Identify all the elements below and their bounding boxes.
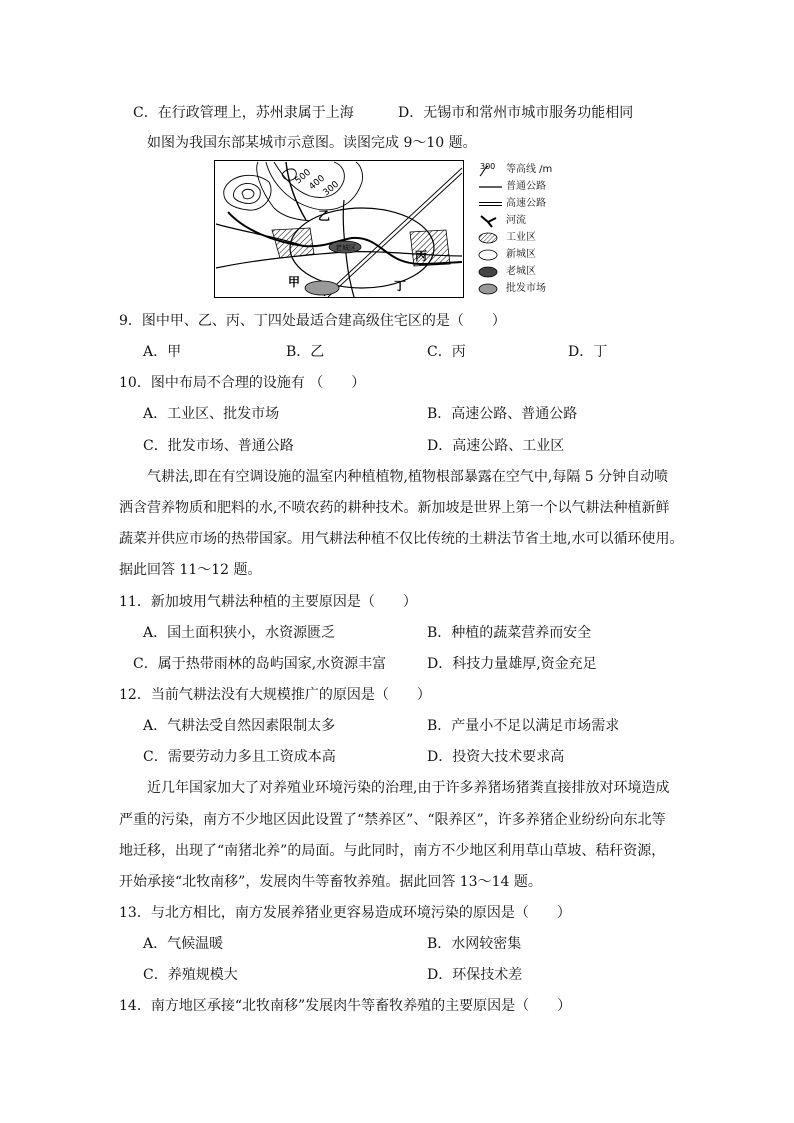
para-13-14-line-1: 近几年国家加大了对养殖业环境污染的治理,由于许多养猪场猪粪直接排放对环境造成: [147, 780, 670, 796]
q11-option-a[interactable]: A．国土面积狭小，水资源匮乏: [143, 625, 336, 641]
q11-option-d[interactable]: D．科技力量雄厚,资金充足: [427, 656, 597, 672]
wholesale-market-icon: [478, 281, 502, 297]
q9-stem: 9．图中甲、乙、丙、丁四处最适合建高级住宅区的是（ ）: [119, 313, 506, 329]
q11-option-c[interactable]: C．属于热带雨林的岛屿国家,水资源丰富: [133, 656, 387, 672]
label-bing: 丙: [415, 249, 428, 263]
label-ding: 丁: [394, 279, 407, 293]
q13-option-d[interactable]: D．环保技术差: [427, 967, 523, 983]
q11-stem: 11．新加坡用气耕法种植的主要原因是（ ）: [119, 594, 417, 610]
legend-old-city: 老城区: [478, 264, 608, 280]
para-11-12-line-1: 气耕法,即在有空调设施的温室内种植植物,植物根部暴露在空气中,每隔 5 分钟自动喷: [147, 469, 669, 485]
ordinary-road-icon: [478, 179, 502, 195]
legend-ordinary-road: 普通公路: [478, 179, 608, 195]
river-icon: [478, 213, 502, 229]
q10-stem: 10．图中布局不合理的设施有 （ ）: [119, 375, 366, 391]
legend-new-city: 新城区: [478, 247, 608, 263]
para-11-12-line-4: 据此回答 11～12 题。: [119, 562, 262, 578]
contour-label-500: 500: [293, 167, 314, 187]
old-city-icon: [478, 264, 502, 280]
q13-option-c[interactable]: C．养殖规模大: [143, 967, 238, 983]
para-13-14-line-3: 地迁移，出现了“南猪北养”的局面。与此同时，南方不少地区利用草山草坡、秸秆资源，: [119, 843, 666, 859]
intro-9-10: 如图为我国东部某城市示意图。读图完成 9～10 题。: [147, 135, 477, 151]
legend-river: 河流: [478, 213, 608, 229]
new-city-icon: [478, 247, 502, 263]
q10-option-d[interactable]: D．高速公路、工业区: [427, 438, 565, 454]
q10-option-a[interactable]: A．工业区、批发市场: [143, 406, 280, 422]
label-yi: 乙: [318, 209, 331, 223]
para-13-14-line-2: 严重的污染，南方不少地区因此设置了“禁养区”、“限养区”，许多养猪企业纷纷向东北等: [119, 812, 666, 828]
svg-text:300: 300: [480, 162, 496, 171]
industrial-zone-icon: [478, 230, 502, 246]
legend-expressway: 高速公路: [478, 196, 608, 212]
q12-stem: 12．当前气耕法没有大规模推广的原因是（ ）: [119, 687, 431, 703]
q9-option-c[interactable]: C．丙: [427, 344, 466, 360]
option-c-top: C．在行政管理上，苏州隶属于上海: [133, 105, 354, 121]
option-d-top: D．无锡市和常州市城市服务功能相同: [398, 105, 634, 121]
q13-stem: 13．与北方相比，南方发展养猪业更容易造成环境污染的原因是（ ）: [119, 905, 571, 921]
para-13-14-line-4: 开始承接“北牧南移”，发展肉牛等畜牧养殖。据此回答 13～14 题。: [119, 874, 542, 890]
q12-option-d[interactable]: D．投资大技术要求高: [427, 749, 565, 765]
city-map: [214, 160, 464, 298]
legend-wholesale-market: 批发市场: [478, 281, 608, 297]
para-11-12-line-3: 蔬菜并供应市场的热带国家。用气耕法种植不仅比传统的土耕法节省土地,水可以循环使用。: [119, 531, 684, 547]
q9-option-b[interactable]: B．乙: [286, 344, 325, 360]
q10-option-c[interactable]: C．批发市场、普通公路: [143, 438, 294, 454]
q13-option-b[interactable]: B．水网较密集: [427, 936, 522, 952]
q12-option-c[interactable]: C．需要劳动力多且工资成本高: [143, 749, 336, 765]
contour-label-400: 400: [307, 173, 328, 193]
label-jia: 甲: [288, 275, 301, 289]
contour-label-300: 300: [321, 179, 342, 199]
legend-contour: 300 等高线 /m: [478, 162, 608, 178]
q10-option-b[interactable]: B．高速公路、普通公路: [427, 406, 578, 422]
legend-industrial-zone: 工业区: [478, 230, 608, 246]
contour-line-icon: [478, 162, 502, 178]
label-old-city: 老城区: [335, 244, 356, 252]
q14-stem: 14．南方地区承接“北牧南移”发展肉牛等畜牧养殖的主要原因是（ ）: [119, 998, 572, 1014]
expressway-icon: [478, 196, 502, 212]
q12-option-b[interactable]: B．产量小不足以满足市场需求: [427, 718, 620, 734]
wholesale-market-area: [305, 281, 339, 295]
q11-option-b[interactable]: B．种植的蔬菜营养而安全: [427, 625, 592, 641]
q9-option-d[interactable]: D．丁: [568, 344, 608, 360]
q9-option-a[interactable]: A．甲: [143, 344, 182, 360]
q12-option-a[interactable]: A．气耕法受自然因素限制太多: [143, 718, 336, 734]
q13-option-a[interactable]: A．气候温暖: [143, 936, 224, 952]
para-11-12-line-2: 洒含营养物质和肥料的水,不喷农药的耕种技术。新加坡是世界上第一个以气耕法种植新鲜: [119, 500, 670, 516]
